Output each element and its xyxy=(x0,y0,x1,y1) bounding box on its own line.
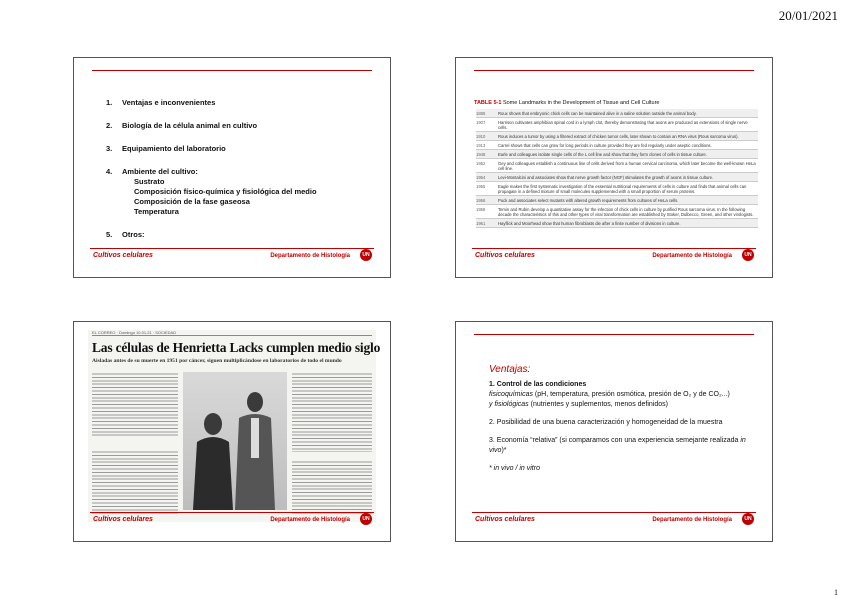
slide-footer xyxy=(90,248,374,263)
slide-newspaper-clipping xyxy=(73,321,391,542)
index-item: 2. Biología de la célula animal en cultivo xyxy=(106,121,258,130)
footer-course: Cultivos celulares xyxy=(93,516,153,523)
university-logo: UN xyxy=(742,249,754,261)
footer-course: Cultivos celulares xyxy=(475,252,535,259)
table-row: 1910 Rous induces a tumor by using a filtered extract of chicken tumor cells, later shown to contain an RNA virus (Rous sarcoma virus). xyxy=(476,132,758,141)
index-item: 4. Ambiente del cultivo: Sustrato Composición físico-química y fisiológica del medio Composición de la fase gaseosa Temperatura xyxy=(106,167,317,216)
index-list xyxy=(106,98,317,253)
index-item: 3. Equipamiento del laboratorio xyxy=(106,144,226,153)
footnote: * in vivo / in vitro xyxy=(489,465,540,472)
index-item: 5. Otros: xyxy=(106,230,145,239)
slide-footer xyxy=(472,512,756,527)
document-date: 20/01/2021 xyxy=(778,8,838,23)
couple-figure-icon xyxy=(183,372,287,510)
newspaper-clipping xyxy=(88,330,381,522)
article-column xyxy=(292,372,372,452)
index-subitem: Composición físico-química y fisiológica del medio xyxy=(134,187,317,196)
index-subitem: Sustrato xyxy=(134,177,165,186)
table-row: 1952 Gey and colleagues establish a continuous line of cells derived from a human cervical carcinoma, which later become the well-known HeLa cell line. xyxy=(476,159,758,173)
footer-department: Departamento de Histología xyxy=(652,517,732,523)
index-item: 1. Ventajas e inconvenientes xyxy=(106,98,216,107)
article-column xyxy=(292,460,372,516)
table-row: 1954 Levi-Montalcini and associates show that nerve growth factor (NGF) stimulates the growth of axons in tissue culture. xyxy=(476,173,758,182)
article-column xyxy=(92,450,178,516)
table-row: 1913 Carrel shows that cells can grow for long periods in culture provided they are fed regularly under aseptic conditions. xyxy=(476,141,758,150)
slide-footer xyxy=(472,248,756,263)
footer-department: Departamento de Histología xyxy=(270,517,350,523)
slide-top-rule xyxy=(92,70,372,71)
table-row: 1961 Hayflick and Moorhead show that human fibroblasts die after a finite number of divisions in culture. xyxy=(476,219,758,228)
footer-department: Departamento de Histología xyxy=(270,253,350,259)
table-row: 1956 Puck and associates select mutants with altered growth requirements from cultures of HeLa cells. xyxy=(476,196,758,205)
newspaper-subheadline: Aisladas antes de su muerte en 1951 por cáncer, siguen multiplicándose en laboratorios de todo el mundo xyxy=(92,358,342,364)
slide-landmarks-table xyxy=(455,57,773,278)
table-caption: TABLE 5-1 Some Landmarks in the Development of Tissue and Cell Culture xyxy=(474,100,660,106)
table-row: 1948 Earle and colleagues isolate single cells of the L cell line and show that they form clones of cells in tissue culture. xyxy=(476,150,758,159)
index-subitem: Temperatura xyxy=(134,207,179,216)
footer-course: Cultivos celulares xyxy=(475,516,535,523)
newspaper-header: EL CORREO · Domingo 10.01.21 · SOCIEDAD xyxy=(92,330,372,336)
advantage-2: 2. Posibilidad de una buena caracterización y homogeneidad de la muestra xyxy=(489,419,723,426)
footer-course: Cultivos celulares xyxy=(93,252,153,259)
table-row: 1958 Temin and Rubin develop a quantitative assay for the infection of chick cells in culture by purified Rous sarcoma virus. In the following decade the characteristics of this and other types of viral transformation are established by Stoker, Dulbecco, Green, and other virologists. xyxy=(476,205,758,219)
slide-heading: Ventajas: xyxy=(489,364,531,375)
newspaper-headline: Las células de Henrietta Lacks cumplen medio siglo xyxy=(92,340,381,355)
portrait-photo xyxy=(183,372,287,510)
university-logo: UN xyxy=(360,249,372,261)
table-row: 1885 Roux shows that embryonic chick cells can be maintained alive in a saline solution outside the animal body. xyxy=(476,109,758,118)
table-row: 1955 Eagle makes the first systematic investigation of the essential nutritional requirements of cells in culture and finds that animal cells can propagate in a defined mixture of small molecules supplemented with a small proportion of serum proteins. xyxy=(476,182,758,196)
landmarks-table xyxy=(476,109,758,228)
slide-top-rule xyxy=(474,70,754,71)
table-row: 1907 Harrison cultivates amphibian spinal cord in a lymph clot, thereby demonstrating that axons are produced as extensions of single nerve cells. xyxy=(476,118,758,132)
advantage-1: 1. Control de las condiciones fisicoquímicas (pH, temperatura, presión osmótica, presión de O₂ y de CO₂...) y fisiológicas (nutrientes y suplementos, menos definidos) xyxy=(489,381,730,408)
university-logo: UN xyxy=(360,513,372,525)
article-column xyxy=(92,372,178,436)
advantages-text xyxy=(489,380,759,482)
slide-advantages xyxy=(455,321,773,542)
slide-footer xyxy=(90,512,374,527)
index-subitem: Composición de la fase gaseosa xyxy=(134,197,250,206)
slide-top-rule xyxy=(474,334,754,335)
advantage-3: 3. Economía “relativa” (si comparamos con una experiencia semejante realizada in vivo)* xyxy=(489,437,746,454)
slide-index xyxy=(73,57,391,278)
page-number: 1 xyxy=(834,588,838,597)
footer-department: Departamento de Histología xyxy=(652,253,732,259)
university-logo: UN xyxy=(742,513,754,525)
